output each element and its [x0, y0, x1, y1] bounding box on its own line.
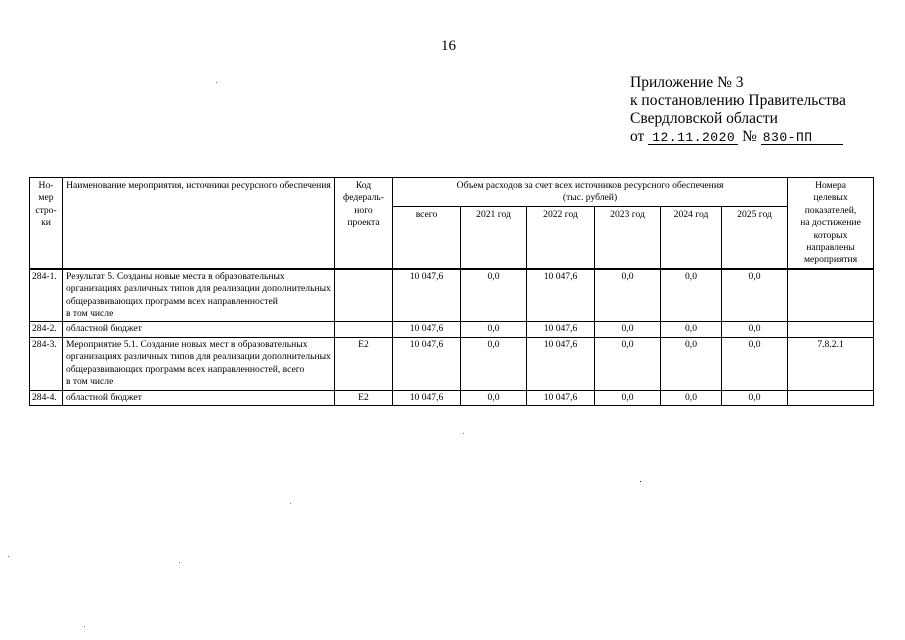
header-indicators: Номера целевых показателей, на достижение которых направлены мероприятия [788, 178, 874, 269]
row-total: 10 047,6 [393, 337, 461, 390]
row-2022: 10 047,6 [527, 390, 595, 405]
appendix-decree-reference: к постановлению Правительства [630, 92, 846, 109]
row-total: 10 047,6 [393, 390, 461, 405]
row-2021: 0,0 [461, 337, 527, 390]
scan-speck [216, 82, 217, 83]
row-name: Мероприятие 5.1. Создание новых мест в образовательных организациях различных типов для реализации дополнительных общеразвивающих программ всех направленностей, всего в том числе [63, 337, 335, 390]
row-2024: 0,0 [661, 322, 722, 337]
number-label: № [742, 128, 757, 145]
table-row [30, 269, 874, 322]
header-total: всего [393, 206, 461, 269]
header-expenses-group: Объем расходов за счет всех источников ресурсного обеспечения (тыс. рублей) [393, 178, 788, 207]
appendix-header [630, 74, 846, 146]
row-2025: 0,0 [722, 390, 788, 405]
decree-number: 830-ПП [761, 131, 843, 145]
from-label: от [630, 128, 645, 145]
row-indicators [788, 269, 874, 322]
row-2024: 0,0 [661, 337, 722, 390]
decree-date: 12.11.2020 [648, 131, 738, 145]
row-code: Е2 [335, 337, 393, 390]
appendix-title: Приложение № 3 [630, 74, 744, 91]
decree-date-number-row [630, 128, 846, 146]
table-row [30, 390, 874, 405]
scan-speck [179, 562, 180, 563]
row-2024: 0,0 [661, 269, 722, 322]
row-name: областной бюджет [63, 322, 335, 337]
header-2024: 2024 год [661, 206, 722, 269]
row-number: 284-2. [30, 322, 63, 337]
header-2022: 2022 год [527, 206, 595, 269]
row-2025: 0,0 [722, 337, 788, 390]
row-number: 284-3. [30, 337, 63, 390]
row-indicators [788, 390, 874, 405]
row-2023: 0,0 [595, 269, 661, 322]
scan-speck [8, 556, 9, 557]
row-name: областной бюджет [63, 390, 335, 405]
row-total: 10 047,6 [393, 269, 461, 322]
scan-speck [463, 433, 464, 434]
table-row [30, 337, 874, 390]
row-name: Результат 5. Созданы новые места в образовательных организациях различных типов для реализации дополнительных общеразвивающих программ всех направленностей в том числе [63, 269, 335, 322]
row-2024: 0,0 [661, 390, 722, 405]
row-2025: 0,0 [722, 269, 788, 322]
header-2021: 2021 год [461, 206, 527, 269]
row-2023: 0,0 [595, 322, 661, 337]
header-row-number: Но- мер стро- ки [30, 178, 63, 269]
scan-speck [290, 503, 291, 504]
budget-table [29, 177, 874, 406]
table-header-row [30, 178, 874, 207]
appendix-region: Свердловской области [630, 110, 778, 127]
row-2021: 0,0 [461, 269, 527, 322]
row-number: 284-1. [30, 269, 63, 322]
row-2021: 0,0 [461, 390, 527, 405]
row-2022: 10 047,6 [527, 322, 595, 337]
header-2025: 2025 год [722, 206, 788, 269]
row-number: 284-4. [30, 390, 63, 405]
row-code [335, 269, 393, 322]
row-code [335, 322, 393, 337]
row-total: 10 047,6 [393, 322, 461, 337]
table-row [30, 322, 874, 337]
row-2023: 0,0 [595, 390, 661, 405]
row-2022: 10 047,6 [527, 337, 595, 390]
row-indicators [788, 322, 874, 337]
row-code: Е2 [335, 390, 393, 405]
page-number: 16 [441, 38, 456, 54]
header-federal-code: Код федераль- ного проекта [335, 178, 393, 269]
scan-speck [640, 481, 641, 482]
header-name: Наименование мероприятия, источники ресурсного обеспечения [63, 178, 335, 269]
row-2023: 0,0 [595, 337, 661, 390]
row-2021: 0,0 [461, 322, 527, 337]
row-2025: 0,0 [722, 322, 788, 337]
header-2023: 2023 год [595, 206, 661, 269]
row-2022: 10 047,6 [527, 269, 595, 322]
scan-speck [84, 626, 85, 627]
row-indicators: 7.8.2.1 [788, 337, 874, 390]
